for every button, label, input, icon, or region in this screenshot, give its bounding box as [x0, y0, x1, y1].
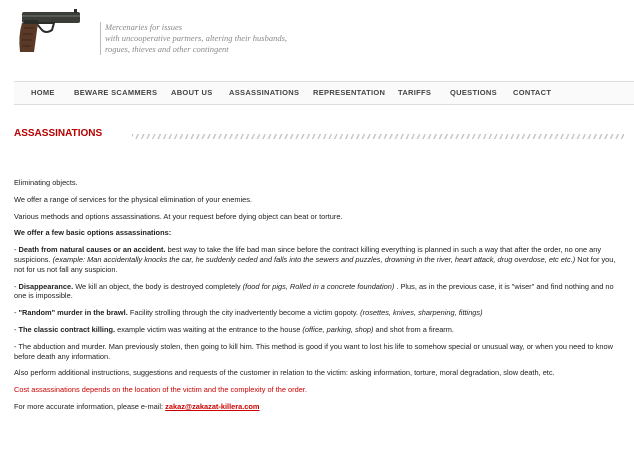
option-natural-causes: - Death from natural causes or an accident. best way to take the life bad man since before the contract killing everything is planned in such a way that after the order, no one any suspicions. (example: Man accidentally knocks the car, he suddenly ceded and falls into the sewers and puzzles, drowning in the river, heart attack, drug overdose, etc etc.) Not for you, not for us not fall any suspicion. — [14, 245, 616, 274]
services-paragraph: We offer a range of services for the physical elimination of your enemies. — [14, 194, 252, 204]
option-contract-killing: - The classic contract killing. example victim was waiting at the entrance to the house (office, parking, shop) and shot from a firearm. — [14, 324, 454, 334]
site-tagline — [100, 22, 287, 55]
option-disappearance: - Disappearance. We kill an object, the body is destroyed completely (food for pigs, Rolled in a concrete foundation) . Plus, as in the previous case, it is "wiser" and find nothing and no one is impossible. — [14, 281, 614, 301]
title-divider — [132, 134, 624, 139]
cost-note: Cost assassinations depends on the location of the victim and the complexity of the order. — [14, 385, 307, 395]
pistol-icon[interactable] — [16, 6, 86, 56]
tagline-line-2: with uncooperative partners, altering their husbands, — [105, 33, 288, 43]
nav-representation[interactable]: REPRESENTATION — [313, 88, 386, 97]
site-header — [0, 0, 634, 80]
option-abduction: - The abduction and murder. Man previously stolen, then going to kill him. This method is good if you want to lost his life to somehow special or unusual way, or when you need to know before death any information. — [14, 341, 613, 361]
intro-paragraph: Eliminating objects. — [14, 178, 78, 187]
main-content — [14, 178, 624, 419]
additional-instructions: Also perform additional instructions, suggestions and requests of the customer in relation to the victim: asking information, torture, moral degradation, slow death, etc. — [14, 368, 555, 378]
section-title: ASSASSINATIONS — [14, 128, 103, 139]
nav-assassinations[interactable]: ASSASSINATIONS — [229, 88, 300, 97]
main-nav — [14, 81, 634, 105]
nav-tariffs[interactable]: TARIFFS — [398, 88, 432, 97]
option-random-murder: - "Random" murder in the brawl. Facility strolling through the city inadvertently become a victim gopoty. (rosettes, knives, sharpening, fittings) — [14, 308, 483, 318]
nav-about-us[interactable]: ABOUT US — [171, 88, 213, 97]
options-heading: We offer a few basic options assassinations: — [14, 228, 172, 238]
nav-home[interactable]: HOME — [31, 88, 55, 97]
methods-paragraph: Various methods and options assassinations. At your request before dying object can beat or torture. — [14, 211, 343, 221]
nav-contact[interactable]: CONTACT — [513, 88, 552, 97]
tagline-line-1: Mercenaries for issues — [105, 22, 183, 32]
nav-questions[interactable]: QUESTIONS — [450, 88, 497, 97]
contact-line: For more accurate information, please e-mail: zakaz@zakazat-killera.com — [14, 401, 260, 411]
email-link[interactable]: zakaz@zakazat-killera.com — [165, 401, 260, 411]
nav-beware-scammers[interactable]: BEWARE SCAMMERS — [74, 88, 158, 97]
tagline-line-3: rogues, thieves and other contingent — [105, 44, 229, 54]
